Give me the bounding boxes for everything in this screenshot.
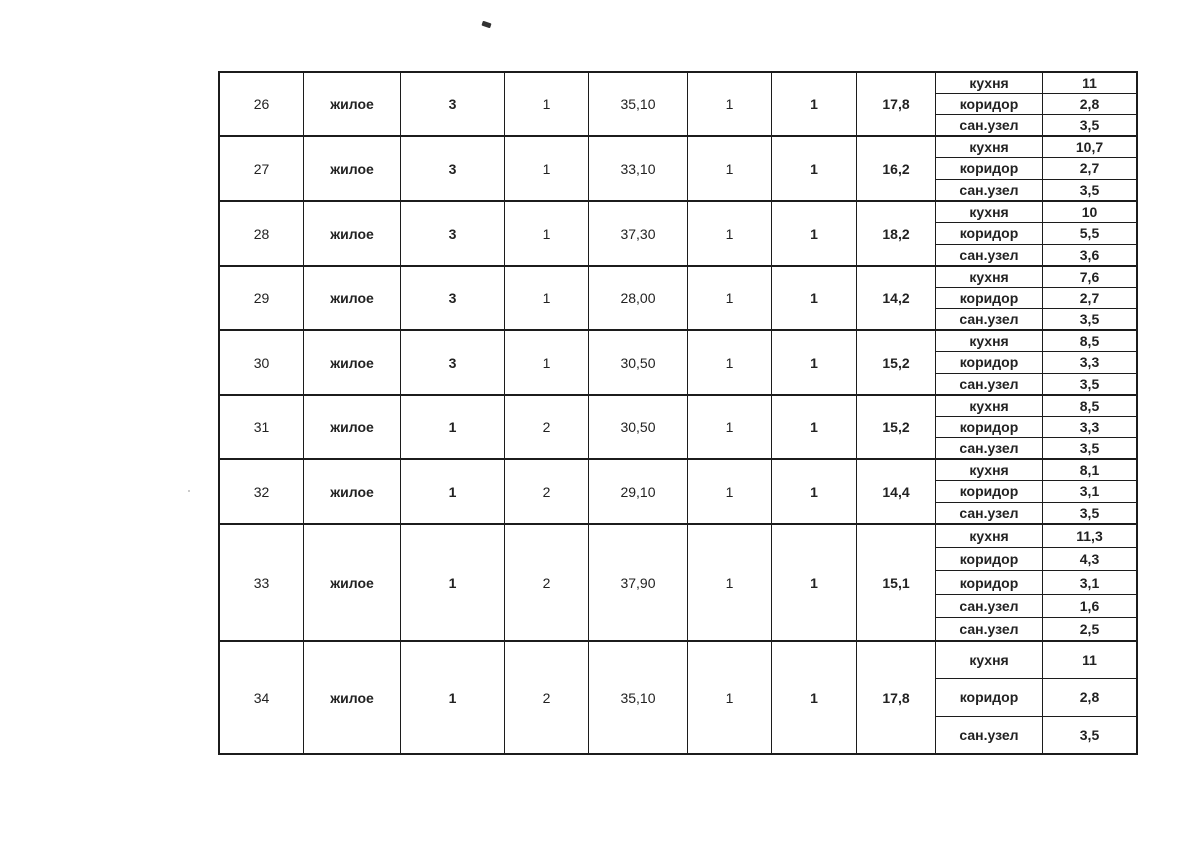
value-a-cell: 1	[688, 396, 772, 458]
room-count-cell: 1	[401, 460, 505, 523]
value-b-cell: 1	[772, 202, 857, 265]
subroom-area: 2,7	[1079, 160, 1100, 177]
subroom-row	[936, 417, 1136, 438]
subroom-area: 3,5	[1079, 440, 1100, 456]
subroom-list	[936, 642, 1136, 753]
subroom-name: сан.узел	[936, 180, 1043, 200]
premises-type-cell: жилое	[304, 202, 401, 265]
floor-cell: 2	[505, 525, 589, 640]
subroom-list	[936, 396, 1136, 458]
subroom-row	[936, 679, 1136, 716]
subroom-name: кухня	[936, 267, 1043, 287]
total-area-cell: 37,30	[589, 202, 688, 265]
subroom-name: коридор	[936, 548, 1043, 570]
subroom-name: коридор	[936, 571, 1043, 593]
subroom-name: кухня	[936, 396, 1043, 416]
premises-type-cell: жилое	[304, 267, 401, 329]
value-b-cell: 1	[772, 525, 857, 640]
subroom-row	[936, 158, 1136, 179]
living-area-cell: 14,2	[857, 267, 936, 329]
total-area-cell: 30,50	[589, 331, 688, 394]
subroom-area: 3,5	[1079, 504, 1100, 521]
subroom-area: 7,6	[1079, 269, 1100, 285]
subroom-row	[936, 571, 1136, 594]
subroom-row	[936, 548, 1136, 571]
premises-type-cell: жилое	[304, 73, 401, 135]
value-a-cell: 1	[688, 202, 772, 265]
subroom-name: коридор	[936, 94, 1043, 114]
subroom-area: 11	[1082, 652, 1097, 669]
subroom-row	[936, 180, 1136, 200]
premises-type-cell: жилое	[304, 460, 401, 523]
subroom-row	[936, 223, 1136, 244]
subroom-name: кухня	[936, 137, 1043, 157]
scan-speck	[188, 490, 190, 492]
total-area-cell: 37,90	[589, 525, 688, 640]
scan-speck	[481, 21, 491, 29]
subroom-area: 2,5	[1079, 620, 1100, 637]
apartment-row	[220, 460, 1136, 525]
apartment-row	[220, 73, 1136, 137]
value-b-cell: 1	[772, 137, 857, 200]
floor-cell: 2	[505, 460, 589, 523]
living-area-cell: 16,2	[857, 137, 936, 200]
subroom-area: 11	[1082, 75, 1097, 91]
subroom-area: 3,5	[1079, 311, 1100, 327]
subroom-row	[936, 460, 1136, 481]
subroom-name: сан.узел	[936, 503, 1043, 523]
apartment-row	[220, 525, 1136, 642]
subroom-row	[936, 267, 1136, 288]
subroom-name: коридор	[936, 288, 1043, 308]
subroom-area: 2,7	[1079, 290, 1100, 306]
subroom-name: сан.узел	[936, 245, 1043, 265]
value-b-cell: 1	[772, 73, 857, 135]
subroom-area: 3,3	[1079, 419, 1100, 435]
value-b-cell: 1	[772, 642, 857, 753]
subroom-area: 10	[1081, 204, 1098, 221]
subroom-area: 8,1	[1079, 462, 1100, 479]
subroom-name: коридор	[936, 679, 1043, 715]
subroom-row	[936, 396, 1136, 417]
subroom-row	[936, 309, 1136, 329]
subroom-name: сан.узел	[936, 309, 1043, 329]
subroom-row	[936, 438, 1136, 458]
premises-type-cell: жилое	[304, 396, 401, 458]
value-b-cell: 1	[772, 396, 857, 458]
apartment-row	[220, 642, 1136, 753]
floor-cell: 1	[505, 267, 589, 329]
subroom-row	[936, 503, 1136, 523]
apartment-row	[220, 331, 1136, 396]
subroom-list	[936, 331, 1136, 394]
subroom-name: сан.узел	[936, 115, 1043, 135]
total-area-cell: 30,50	[589, 396, 688, 458]
apartment-number-cell: 31	[220, 396, 304, 458]
subroom-name: коридор	[936, 417, 1043, 437]
subroom-name: сан.узел	[936, 618, 1043, 640]
apartment-row	[220, 202, 1136, 267]
total-area-cell: 33,10	[589, 137, 688, 200]
value-a-cell: 1	[688, 73, 772, 135]
premises-type-cell: жилое	[304, 331, 401, 394]
subroom-name: кухня	[936, 331, 1043, 351]
subroom-row	[936, 481, 1136, 502]
room-count-cell: 3	[401, 202, 505, 265]
floor-cell: 1	[505, 202, 589, 265]
apartment-row	[220, 137, 1136, 202]
subroom-row	[936, 642, 1136, 679]
subroom-area: 11,3	[1076, 528, 1103, 545]
apartment-number-cell: 28	[220, 202, 304, 265]
room-count-cell: 3	[401, 267, 505, 329]
apartment-number-cell: 33	[220, 525, 304, 640]
apartment-row	[220, 396, 1136, 460]
subroom-row	[936, 717, 1136, 753]
value-a-cell: 1	[688, 460, 772, 523]
subroom-name: сан.узел	[936, 438, 1043, 458]
subroom-area: 3,5	[1079, 117, 1100, 133]
subroom-name: кухня	[936, 202, 1043, 222]
total-area-cell: 35,10	[589, 642, 688, 753]
subroom-name: коридор	[936, 158, 1043, 178]
apartment-register-table	[218, 71, 1138, 755]
subroom-list	[936, 137, 1136, 200]
subroom-row	[936, 352, 1136, 373]
subroom-row	[936, 245, 1136, 265]
subroom-list	[936, 202, 1136, 265]
subroom-name: кухня	[936, 525, 1043, 547]
premises-type-cell: жилое	[304, 642, 401, 753]
subroom-area: 3,1	[1079, 483, 1100, 500]
floor-cell: 1	[505, 73, 589, 135]
subroom-area: 1,6	[1079, 597, 1100, 614]
subroom-list	[936, 73, 1136, 135]
subroom-name: коридор	[936, 481, 1043, 501]
living-area-cell: 17,8	[857, 73, 936, 135]
subroom-area: 10,7	[1075, 139, 1104, 156]
subroom-name: кухня	[936, 642, 1043, 678]
subroom-name: коридор	[936, 223, 1043, 243]
total-area-cell: 35,10	[589, 73, 688, 135]
value-b-cell: 1	[772, 331, 857, 394]
subroom-row	[936, 331, 1136, 352]
subroom-row	[936, 137, 1136, 158]
value-a-cell: 1	[688, 525, 772, 640]
subroom-area: 3,5	[1079, 181, 1100, 198]
subroom-row	[936, 525, 1136, 548]
living-area-cell: 18,2	[857, 202, 936, 265]
subroom-area: 3,1	[1079, 574, 1100, 591]
floor-cell: 2	[505, 396, 589, 458]
subroom-area: 2,8	[1079, 689, 1100, 706]
subroom-row	[936, 73, 1136, 94]
apartment-number-cell: 30	[220, 331, 304, 394]
value-b-cell: 1	[772, 460, 857, 523]
subroom-row	[936, 595, 1136, 618]
subroom-area: 3,5	[1079, 726, 1100, 743]
floor-cell: 2	[505, 642, 589, 753]
apartment-number-cell: 34	[220, 642, 304, 753]
value-a-cell: 1	[688, 137, 772, 200]
subroom-name: сан.узел	[936, 595, 1043, 617]
apartment-number-cell: 29	[220, 267, 304, 329]
value-a-cell: 1	[688, 642, 772, 753]
subroom-row	[936, 288, 1136, 309]
subroom-area: 4,3	[1079, 551, 1100, 568]
premises-type-cell: жилое	[304, 525, 401, 640]
living-area-cell: 15,2	[857, 331, 936, 394]
subroom-list	[936, 460, 1136, 523]
room-count-cell: 3	[401, 73, 505, 135]
apartment-number-cell: 32	[220, 460, 304, 523]
living-area-cell: 15,2	[857, 396, 936, 458]
room-count-cell: 3	[401, 137, 505, 200]
living-area-cell: 15,1	[857, 525, 936, 640]
floor-cell: 1	[505, 137, 589, 200]
apartment-number-cell: 26	[220, 73, 304, 135]
value-a-cell: 1	[688, 267, 772, 329]
total-area-cell: 28,00	[589, 267, 688, 329]
floor-cell: 1	[505, 331, 589, 394]
room-count-cell: 1	[401, 396, 505, 458]
subroom-area: 3,6	[1079, 246, 1100, 263]
living-area-cell: 14,4	[857, 460, 936, 523]
subroom-row	[936, 374, 1136, 394]
premises-type-cell: жилое	[304, 137, 401, 200]
apartment-row	[220, 267, 1136, 331]
subroom-row	[936, 202, 1136, 223]
subroom-area: 8,5	[1079, 398, 1100, 414]
subroom-area: 8,5	[1079, 333, 1100, 350]
subroom-row	[936, 115, 1136, 135]
subroom-area: 5,5	[1079, 225, 1100, 242]
subroom-name: кухня	[936, 460, 1043, 480]
subroom-name: коридор	[936, 352, 1043, 372]
subroom-name: сан.узел	[936, 717, 1043, 753]
value-a-cell: 1	[688, 331, 772, 394]
subroom-name: кухня	[936, 73, 1043, 93]
room-count-cell: 1	[401, 642, 505, 753]
subroom-row	[936, 94, 1136, 115]
subroom-name: сан.узел	[936, 374, 1043, 394]
room-count-cell: 3	[401, 331, 505, 394]
value-b-cell: 1	[772, 267, 857, 329]
subroom-list	[936, 267, 1136, 329]
living-area-cell: 17,8	[857, 642, 936, 753]
room-count-cell: 1	[401, 525, 505, 640]
total-area-cell: 29,10	[589, 460, 688, 523]
subroom-list	[936, 525, 1136, 640]
apartment-number-cell: 27	[220, 137, 304, 200]
subroom-area: 3,5	[1079, 375, 1100, 392]
subroom-area: 2,8	[1079, 96, 1100, 112]
subroom-row	[936, 618, 1136, 640]
subroom-area: 3,3	[1079, 354, 1100, 371]
